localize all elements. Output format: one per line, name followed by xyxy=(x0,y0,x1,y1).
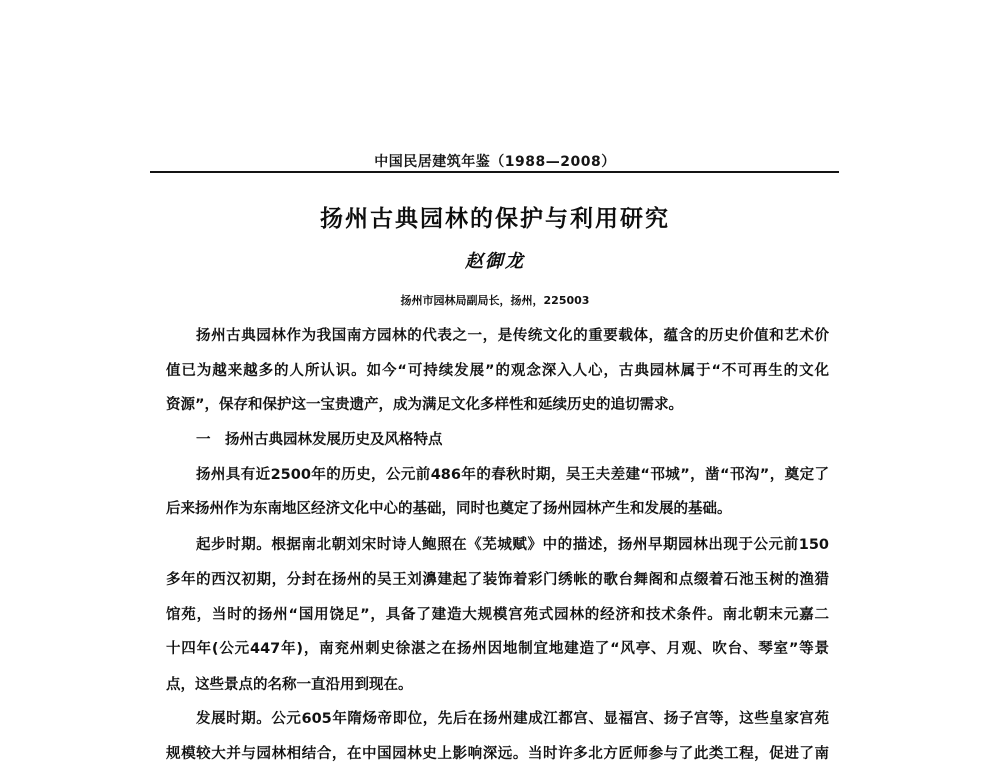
header-rule xyxy=(150,171,839,173)
body-line: 馆苑，当时的扬州“国用饶足”，具备了建造大规模宫苑式园林的经济和技术条件。南北朝末元嘉二 xyxy=(166,607,829,623)
body-line: 扬州具有近2500年的历史，公元前486年的春秋时期，吴王夫差建“邗城”，凿“邗沟”，奠定了 xyxy=(196,467,829,483)
body-line: 点，这些景点的名称一直沿用到现在。 xyxy=(166,677,413,693)
body-line: 值已为越来越多的人所认识。如今“可持续发展”的观念深入人心，古典园林属于“不可再生的文化 xyxy=(166,363,829,379)
running-header: 中国民居建筑年鉴（1988—2008） xyxy=(374,154,616,170)
body-line: 发展时期。公元605年隋炀帝即位，先后在扬州建成江都宫、显福宫、扬子宫等，这些皇家宫苑 xyxy=(196,711,829,727)
article-title: 扬州古典园林的保护与利用研究 xyxy=(320,206,670,232)
body-line: 多年的西汉初期，分封在扬州的吴王刘濞建起了装饰着彩门绣帐的歌台舞阁和点缀着石池玉树的渔猎 xyxy=(166,572,829,588)
author-affiliation: 扬州市园林局副局长，扬州，225003 xyxy=(400,294,590,307)
body-line: 规模较大并与园林相结合，在中国园林史上影响深远。当时许多北方匠师参与了此类工程，促进了南 xyxy=(166,746,829,762)
body-line: 扬州古典园林作为我国南方园林的代表之一，是传统文化的重要载体，蕴含的历史价值和艺术价 xyxy=(196,328,829,344)
section-heading: 一 扬州古典园林发展历史及风格特点 xyxy=(196,432,443,448)
body-line: 资源”，保存和保护这一宝贵遗产，成为满足文化多样性和延续历史的追切需求。 xyxy=(166,397,684,413)
body-line: 后来扬州作为东南地区经济文化中心的基础，同时也奠定了扬州园林产生和发展的基础。 xyxy=(166,501,732,517)
article-author: 赵御龙 xyxy=(465,251,525,272)
body-line: 起步时期。根据南北朝刘宋时诗人鲍照在《芜城赋》中的描述，扬州早期园林出现于公元前150 xyxy=(196,537,829,553)
body-line: 十四年(公元447年)，南兖州刺史徐湛之在扬州因地制宜地建造了“风亭、月观、吹台、琴室”等景 xyxy=(166,641,829,657)
